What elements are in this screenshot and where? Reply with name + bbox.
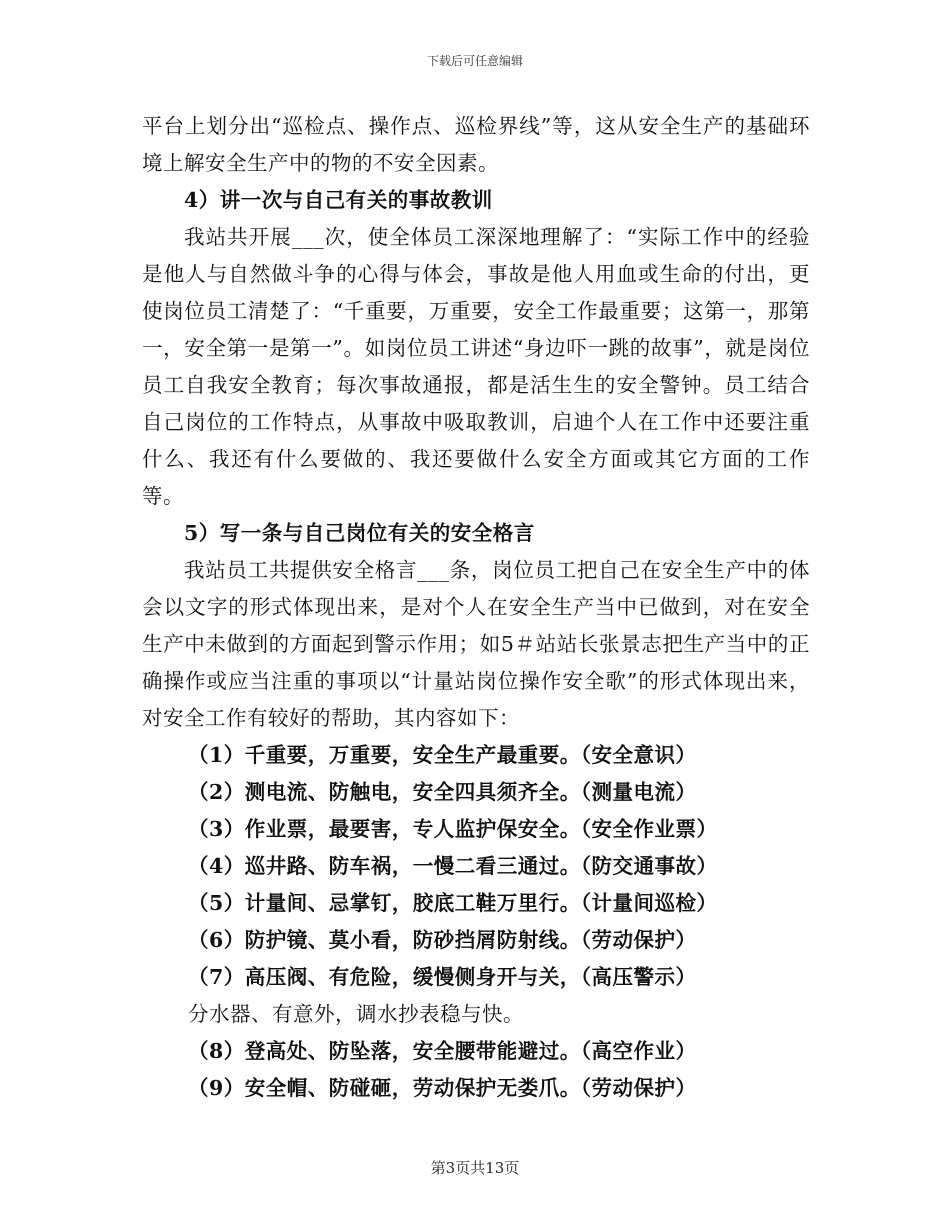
motto-item: （2）测电流、防触电，安全四具须齐全。（测量电流） xyxy=(188,780,697,804)
page-footer: 第3页共13页 xyxy=(430,1159,520,1177)
intro-paragraph: 平台上划分出“巡检点、操作点、巡检界线”等，这从安全生产的基础环境上解安全生产中的物的不安全因素。 xyxy=(142,114,810,175)
motto-item: （9）安全帽、防碰砸，劳动保护无娄爪。（劳动保护） xyxy=(188,1076,697,1100)
motto-item: （4）巡井路、防车祸，一慢二看三通过。（防交通事故） xyxy=(188,854,718,878)
section-heading-5: 5）写一条与自己岗位有关的安全格言 xyxy=(184,521,535,545)
motto-item: （3）作业票，最要害，专人监护保安全。（安全作业票） xyxy=(188,817,718,841)
safety-motto-list xyxy=(142,737,810,1107)
section-heading-4: 4）讲一次与自己有关的事故教训 xyxy=(184,188,493,212)
motto-item: （8）登高处、防坠落，安全腰带能避过。（高空作业） xyxy=(188,1039,697,1063)
motto-continuation-line: 分水器、有意外，调水抄表稳与快。 xyxy=(188,1002,524,1026)
page-header: 下载后可任意编辑 xyxy=(426,54,523,68)
motto-item: （7）高压阀、有危险，缓慢侧身开与关，（高压警示） xyxy=(188,965,697,989)
motto-item: （6）防护镜、莫小看，防砂挡屑防射线。（劳动保护） xyxy=(188,928,697,952)
document-body xyxy=(142,108,810,1107)
section-4-paragraph: 我站共开展___次，使全体员工深深地理解了：“实际工作中的经验是他人与自然做斗争的心得与体会，事故是他人用血或生命的付出，更使岗位员工清楚了：“千重要，万重要，安全工作最重要；这第一，那第一，安全第一是第一”。如岗位员工讲述“身边吓一跳的故事”，就是岗位员工自我安全教育；每次事故通报，都是活生生的安全警钟。员工结合自己岗位的工作特点，从事故中吸取教训，启迪个人在工作中还要注重什么、我还有什么要做的、我还要做什么安全方面或其它方面的工作等。 xyxy=(142,225,810,508)
section-5-paragraph: 我站员工共提供安全格言___条，岗位员工把自己在安全生产中的体会以文字的形式体现出来，是对个人在安全生产当中已做到，对在安全生产中未做到的方面起到警示作用；如5＃站站长张景志把生产当中的正确操作或应当注重的事项以“计量站岗位操作安全歌”的形式体现出来，对安全工作有较好的帮助，其内容如下： xyxy=(142,558,810,730)
motto-item: （5）计量间、忌掌钉，胶底工鞋万里行。（计量间巡检） xyxy=(188,891,718,915)
motto-item: （1）千重要，万重要，安全生产最重要。（安全意识） xyxy=(188,743,697,767)
